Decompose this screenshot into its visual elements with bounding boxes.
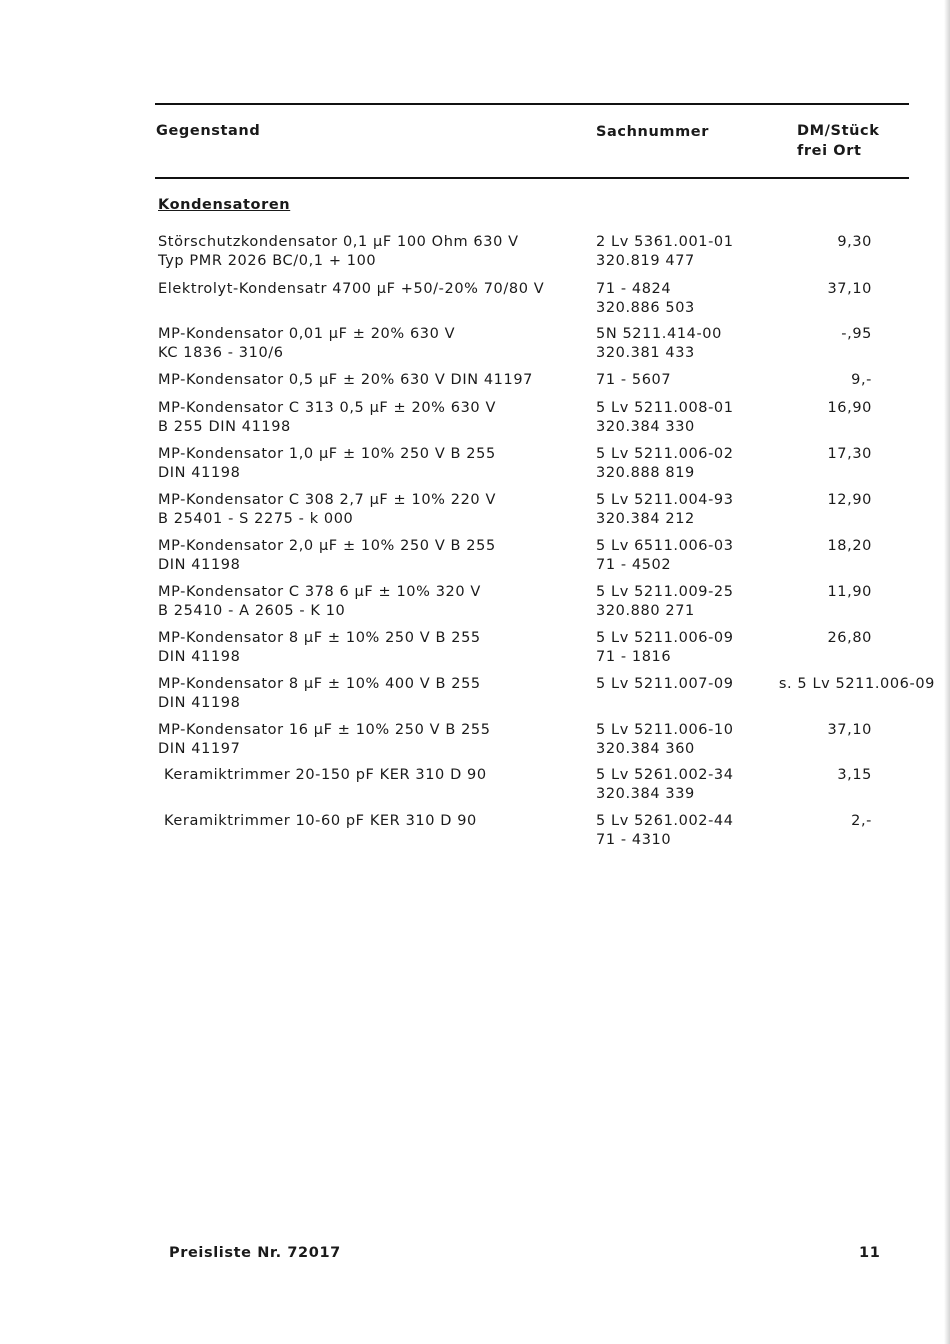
row-price: 16,90: [827, 400, 872, 416]
row-desc-line1: MP-Kondensator 1,0 µF ± 10% 250 V B 255: [158, 446, 496, 462]
row-number-line2: 320.880 271: [596, 603, 695, 619]
row-number-line2: 71 - 4310: [596, 832, 672, 848]
row-number-line1: 5 Lv 5211.006-10: [596, 722, 734, 738]
row-number-line2: 320.819 477: [596, 253, 695, 269]
row-desc-line2: Typ PMR 2026 BC/0,1 + 100: [158, 253, 377, 269]
row-number-line2: 320.886 503: [596, 300, 695, 316]
row-price: 18,20: [827, 538, 872, 554]
row-desc-line1: MP-Kondensator 8 µF ± 10% 250 V B 255: [158, 630, 481, 646]
row-desc-line2: B 25401 - S 2275 - k 000: [158, 511, 354, 527]
row-number-line1: 5 Lv 5211.006-02: [596, 446, 734, 462]
row-number-line1: 5 Lv 5211.009-25: [596, 584, 734, 600]
footer-title: Preisliste Nr. 72017: [169, 1245, 341, 1261]
row-number-line2: 71 - 1816: [596, 649, 672, 665]
row-price: 37,10: [827, 722, 872, 738]
row-price: 17,30: [827, 446, 872, 462]
row-price: 12,90: [827, 492, 872, 508]
row-desc-line1: MP-Kondensator C 308 2,7 µF ± 10% 220 V: [158, 492, 496, 508]
row-desc-line1: Keramiktrimmer 20-150 pF KER 310 D 90: [164, 767, 487, 783]
row-price: 37,10: [827, 281, 872, 297]
row-desc-line1: MP-Kondensator C 313 0,5 µF ± 20% 630 V: [158, 400, 496, 416]
row-desc-line2: DIN 41198: [158, 649, 241, 665]
row-desc-line1: MP-Kondensator 8 µF ± 10% 400 V B 255: [158, 676, 481, 692]
row-number-line1: 5 Lv 5211.006-09: [596, 630, 734, 646]
row-number-line2: 71 - 4502: [596, 557, 672, 573]
row-desc-line1: Elektrolyt-Kondensatr 4700 µF +50/-20% 70/80 V: [158, 281, 545, 297]
row-price: 9,-: [851, 372, 872, 388]
row-number-line1: 5 Lv 5211.007-09: [596, 676, 734, 692]
row-price: -,95: [841, 326, 872, 342]
header-rule: [155, 177, 909, 179]
row-desc-line1: Störschutzkondensator 0,1 µF 100 Ohm 630 V: [158, 234, 519, 250]
row-number-line2: 320.888 819: [596, 465, 695, 481]
row-number-line1: 5 Lv 6511.006-03: [596, 538, 734, 554]
row-number-line2: 320.381 433: [596, 345, 695, 361]
header-price-line1: DM/Stück: [797, 123, 880, 139]
row-number-line2: 320.384 360: [596, 741, 695, 757]
row-number-line2: 320.384 339: [596, 786, 695, 802]
row-desc-line2: DIN 41198: [158, 695, 241, 711]
row-desc-line1: MP-Kondensator 0,01 µF ± 20% 630 V: [158, 326, 456, 342]
row-desc-line2: B 25410 - A 2605 - K 10: [158, 603, 346, 619]
row-number-line2: 320.384 330: [596, 419, 695, 435]
row-desc-line1: MP-Kondensator 16 µF ± 10% 250 V B 255: [158, 722, 491, 738]
row-desc-line2: KC 1836 - 310/6: [158, 345, 284, 361]
row-price: 9,30: [837, 234, 872, 250]
row-desc-line2: DIN 41198: [158, 465, 241, 481]
row-number-line1: 2 Lv 5361.001-01: [596, 234, 734, 250]
header-price-line2: frei Ort: [797, 143, 862, 159]
header-item: Gegenstand: [156, 123, 261, 139]
row-desc-line1: MP-Kondensator 2,0 µF ± 10% 250 V B 255: [158, 538, 496, 554]
row-desc-line1: MP-Kondensator 0,5 µF ± 20% 630 V DIN 41197: [158, 372, 533, 388]
row-desc-line2: B 255 DIN 41198: [158, 419, 291, 435]
page-edge-shadow: [944, 0, 950, 1344]
top-rule: [155, 103, 909, 105]
row-desc-line2: DIN 41197: [158, 741, 241, 757]
row-price: 26,80: [827, 630, 872, 646]
row-price: 3,15: [837, 767, 872, 783]
row-price-reference: s. 5 Lv 5211.006-09: [778, 676, 935, 692]
row-number-line1: 5 Lv 5261.002-44: [596, 813, 734, 829]
row-number-line1: 71 - 4824: [596, 281, 672, 297]
row-number-line1: 5N 5211.414-00: [596, 326, 722, 342]
row-number-line1: 5 Lv 5211.008-01: [596, 400, 734, 416]
row-number-line1: 5 Lv 5211.004-93: [596, 492, 734, 508]
page-number: 11: [859, 1245, 881, 1261]
header-number: Sachnummer: [596, 124, 709, 140]
row-price: 11,90: [827, 584, 872, 600]
row-price: 2,-: [851, 813, 872, 829]
row-desc-line1: MP-Kondensator C 378 6 µF ± 10% 320 V: [158, 584, 481, 600]
row-number-line2: 320.384 212: [596, 511, 695, 527]
row-desc-line1: Keramiktrimmer 10-60 pF KER 310 D 90: [164, 813, 477, 829]
row-number-line1: 5 Lv 5261.002-34: [596, 767, 734, 783]
row-desc-line2: DIN 41198: [158, 557, 241, 573]
section-title: Kondensatoren: [158, 197, 291, 213]
row-number-line1: 71 - 5607: [596, 372, 672, 388]
